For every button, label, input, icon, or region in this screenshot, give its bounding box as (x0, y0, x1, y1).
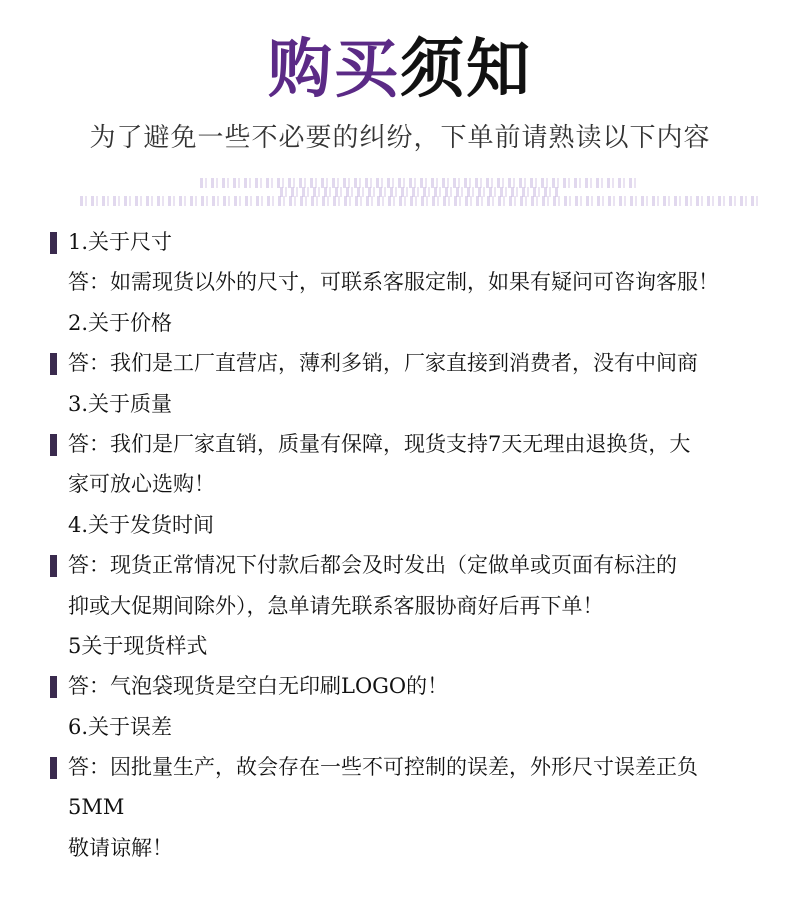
notice-list (50, 222, 770, 868)
notice-line (50, 666, 770, 706)
notice-line-text: 5MM (68, 795, 125, 820)
notice-line (50, 747, 770, 787)
notice-line-text: 4.关于发货时间 (68, 512, 215, 537)
notice-line (50, 262, 770, 302)
notice-line-text: 抑或大促期间除外），急单请先联系客服协商好后再下单！ (68, 593, 604, 618)
bullet-bar-icon (50, 434, 57, 456)
notice-line-text: 答：我们是工厂直营店，薄利多销，厂家直接到消费者，没有中间商 (68, 351, 698, 376)
notice-line (50, 222, 770, 262)
notice-line (50, 505, 770, 545)
notice-line (50, 424, 770, 464)
page-title-accent: 购买 (268, 33, 400, 107)
decorative-noise-line (80, 196, 760, 206)
notice-line-text: 敬请谅解！ (68, 835, 173, 860)
notice-line (50, 343, 770, 383)
notice-line-text: 答：因批量生产，故会存在一些不可控制的误差，外形尺寸误差正负 (68, 755, 698, 780)
notice-line-text: 1.关于尺寸 (68, 230, 173, 254)
notice-line-text: 2.关于价格 (68, 310, 173, 335)
notice-line (50, 303, 770, 343)
page-subtitle: 为了避免一些不必要的纠纷，下单前请熟读以下内容 (89, 123, 711, 153)
notice-line (50, 626, 770, 666)
notice-line-text: 家可放心选购！ (68, 472, 215, 497)
notice-line-text: 5关于现货样式 (68, 633, 208, 658)
notice-line-text: 答：我们是厂家直销，质量有保障，现货支持7天无理由退换货，大 (68, 431, 691, 456)
notice-line-text: 答：现货正常情况下付款后都会及时发出（定做单或页面有标注的 (68, 553, 677, 578)
bullet-bar-icon (50, 676, 57, 698)
bullet-bar-icon (50, 757, 57, 779)
page-title (0, 30, 800, 110)
notice-line (50, 586, 770, 626)
bullet-bar-icon (50, 232, 57, 254)
notice-line (50, 707, 770, 747)
bullet-bar-icon (50, 353, 57, 375)
notice-line (50, 464, 770, 504)
notice-line (50, 787, 770, 827)
bullet-bar-icon (50, 555, 57, 577)
notice-line-text: 答：气泡袋现货是空白无印刷LOGO的！ (68, 674, 449, 699)
notice-line (50, 384, 770, 424)
notice-line-text: 答：如需现货以外的尺寸，可联系客服定制，如果有疑问可咨询客服！ (68, 270, 719, 295)
notice-line-text: 6.关于误差 (68, 714, 173, 739)
notice-line-text: 3.关于质量 (68, 391, 173, 416)
notice-line (50, 545, 770, 585)
notice-line (50, 828, 770, 868)
page-title-rest: 须知 (400, 33, 532, 107)
